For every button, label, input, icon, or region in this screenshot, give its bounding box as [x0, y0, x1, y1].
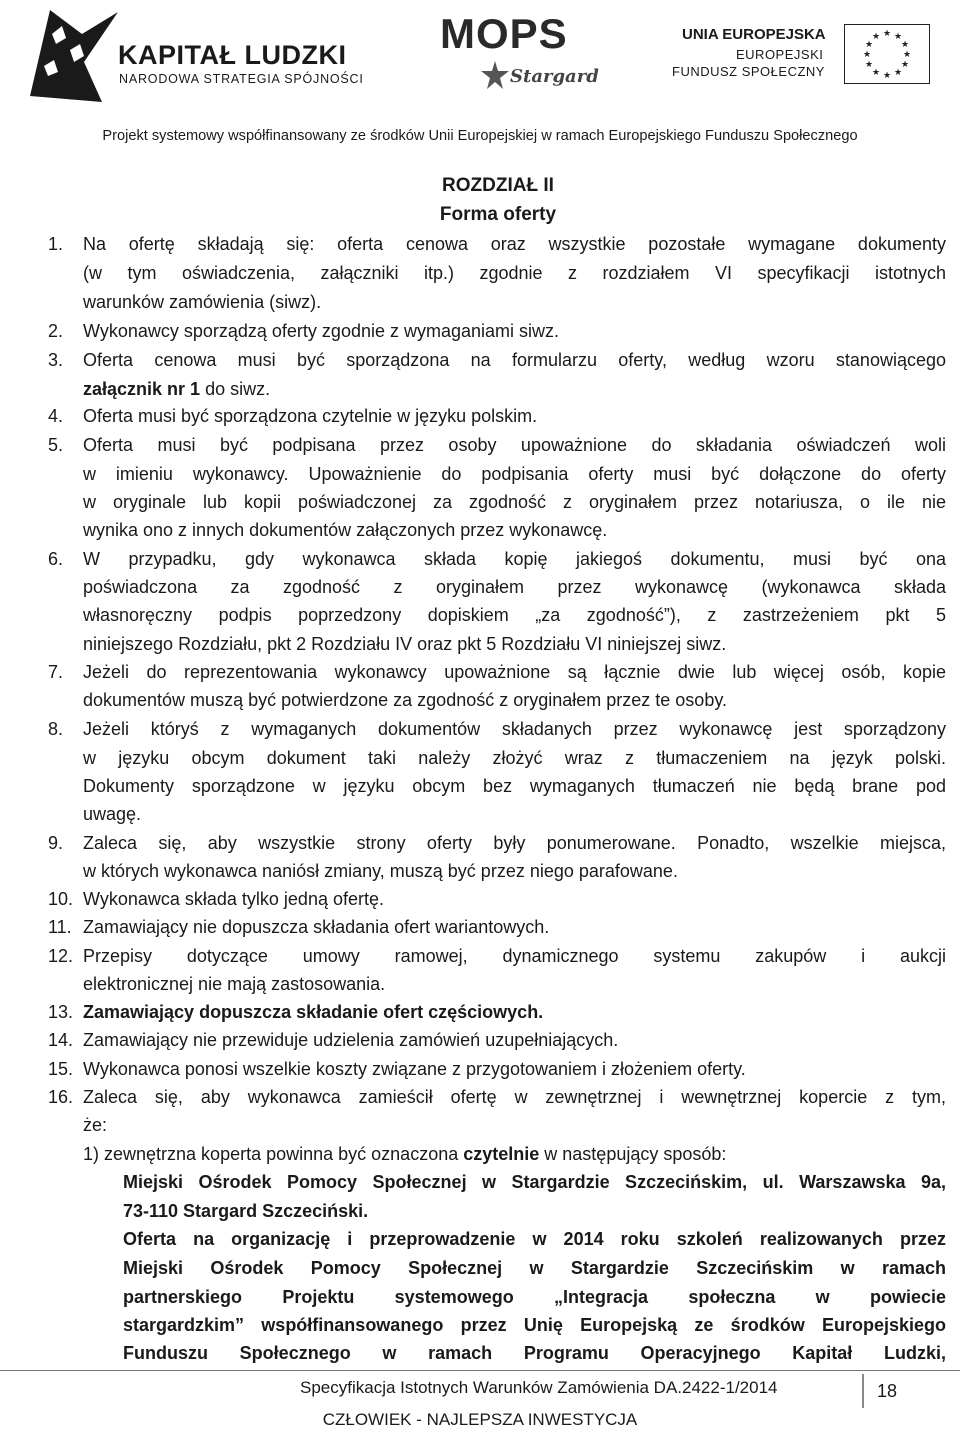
mops-stargard-logo	[440, 10, 599, 100]
eu-logo-line3: FUNDUSZ SPOŁECZNY	[672, 64, 825, 79]
item-number: 15.	[48, 1059, 74, 1079]
item-text-line: Na ofertę składają się: oferta cenowa oraz wszystkie pozostałe wymagane dokumenty	[83, 234, 946, 254]
svg-text:★: ★	[864, 40, 874, 50]
item-number: 13.	[48, 1002, 74, 1022]
item-text-line: Zamawiający nie przewiduje udzielenia zamówień uzupełniających.	[83, 1030, 619, 1050]
eu-flag-icon	[844, 24, 930, 84]
sub-item-emphasis: czytelnie	[463, 1144, 540, 1164]
starfish-icon	[480, 60, 510, 90]
item-number: 3.	[48, 350, 64, 370]
offer-label-line: Oferta na organizację i przeprowadzenie w 2014 roku szkoleń realizowanych przez	[123, 1229, 946, 1249]
item-text-line: Wykonawca składa tylko jedną ofertę.	[83, 889, 384, 909]
item-text-line: Oferta cenowa musi być sporządzona na formularzu oferty, według wzoru stanowiącego	[83, 350, 946, 370]
svg-text:★: ★	[882, 71, 892, 81]
item-number: 10.	[48, 889, 74, 909]
svg-text:★: ★	[871, 32, 881, 42]
item-number: 5.	[48, 435, 64, 455]
svg-text:★: ★	[893, 32, 903, 42]
item-text-line: Zaleca się, aby wykonawca zamieścił ofertę w zewnętrznej i wewnętrznej kopercie z tym,	[83, 1087, 946, 1107]
svg-text:★: ★	[900, 40, 910, 50]
offer-label-line: Miejski Ośrodek Pomocy Społecznej w Stargardzie Szczecińskim w ramach	[123, 1258, 946, 1278]
footer-slogan: CZŁOWIEK - NAJLEPSZA INWESTYCJA	[322, 1410, 638, 1429]
item-text-line: Zamawiający dopuszcza składanie ofert częściowych.	[83, 1002, 544, 1022]
project-funding-line: Projekt systemowy współfinansowany ze środków Unii Europejskiej w ramach Europejskiego Funduszu Społecznego	[102, 128, 858, 144]
address-line: 73-110 Stargard Szczeciński.	[123, 1201, 369, 1221]
item-text-line: Dokumenty sporządzone w języku obcym bez wymaganych tłumaczeń nie będą brane pod	[83, 776, 946, 796]
item-text-line: własnoręczny podpis poprzedzony dopiskiem „za zgodność”), z zastrzeżeniem pkt 5	[83, 605, 946, 625]
item-text-line: uwagę.	[83, 804, 142, 824]
kapital-ludzki-subtitle: NARODOWA STRATEGIA SPÓJNOŚCI	[119, 72, 364, 86]
offer-label-line: Funduszu Społecznego w ramach Programu Operacyjnego Kapitał Ludzki,	[123, 1343, 946, 1363]
item-text-line: dokumentów muszą być potwierdzone za zgodność z oryginałem przez te osoby.	[83, 690, 727, 710]
svg-text:★: ★	[862, 50, 872, 60]
item-number: 12.	[48, 946, 74, 966]
item-text-line: w oryginale lub kopii poświadczonej za zgodność z oryginałem przez notariusza, o ile nie	[83, 492, 946, 512]
item-number: 11.	[48, 917, 72, 937]
sub-item-text-line	[83, 1140, 726, 1168]
item-text-line: w imieniu wykonawcy. Upoważnienie do podpisania oferty musi być dołączone do oferty	[83, 464, 946, 484]
mops-logo-subtitle: Stargard	[510, 66, 599, 87]
item-text-line: Oferta musi być sporządzona czytelnie w języku polskim.	[83, 406, 538, 426]
item-number: 8.	[48, 719, 64, 739]
item-number: 6.	[48, 549, 64, 569]
item-text-line: Jeżeli któryś z wymaganych dokumentów składanych przez wykonawcę jest sporządzony	[83, 719, 946, 739]
item-text-line: Wykonawca ponosi wszelkie koszty związane z przygotowaniem i złożeniem oferty.	[83, 1059, 746, 1079]
item-text-line: Zaleca się, aby wszystkie strony oferty były ponumerowane. Ponadto, wszelkie miejsca,	[83, 833, 946, 853]
item-text-line: Oferta musi być podpisana przez osoby upoważnione do składania oświadczeń woli	[83, 435, 946, 455]
item-text-line: poświadczona za zgodność z oryginałem przez wykonawcę (wykonawca składa	[83, 577, 946, 597]
address-line: Miejski Ośrodek Pomocy Społecznej w Stargardzie Szczecińskim, ul. Warszawska 9a,	[123, 1172, 946, 1192]
sub-item-text-fragment: w następujący sposób:	[539, 1144, 727, 1164]
item-text-line: warunków zamówienia (siwz).	[83, 292, 322, 312]
kapital-ludzki-logo	[22, 4, 362, 104]
item-text-line: (w tym oświadczenia, załączniki itp.) zgodnie z rozdziałem VI specyfikacji istotnych	[83, 263, 946, 283]
chapter-subtitle: Forma oferty	[439, 204, 557, 225]
item-text-line: że:	[83, 1115, 108, 1135]
item-text-line: w których wykonawca naniósł zmiany, muszą być przez niego parafowane.	[83, 861, 678, 881]
item-text-line: Wykonawcy sporządzą oferty zgodnie z wymaganiami siwz.	[83, 321, 560, 341]
eu-logo-line2: EUROPEJSKI	[736, 47, 824, 62]
svg-text:★: ★	[893, 68, 903, 78]
eu-social-fund-logo	[672, 24, 942, 94]
item-text-line: Przepisy dotyczące umowy ramowej, dynamicznego systemu zakupów i aukcji	[83, 946, 946, 966]
item-text-line: Zamawiający nie dopuszcza składania ofert wariantowych.	[83, 917, 550, 937]
item-text-line	[83, 375, 270, 403]
item-number: 16.	[48, 1087, 74, 1107]
kapital-ludzki-title: KAPITAŁ LUDZKI	[118, 40, 347, 70]
eu-logo-line1: UNIA EUROPEJSKA	[682, 26, 826, 43]
kapital-ludzki-emblem-icon	[22, 4, 118, 104]
item-number: 1.	[48, 234, 64, 254]
svg-text:★: ★	[864, 60, 874, 70]
attachment-reference: załącznik nr 1	[83, 379, 201, 399]
svg-text:★: ★	[871, 68, 881, 78]
item-number: 2.	[48, 321, 64, 341]
offer-label-line: partnerskiego Projektu systemowego „Integracja społeczna w powiecie	[123, 1287, 946, 1307]
page-number: 18	[862, 1374, 910, 1408]
footer-divider	[0, 1370, 960, 1371]
item-number: 7.	[48, 662, 64, 682]
item-number: 4.	[48, 406, 64, 426]
item-text-line: Jeżeli do reprezentowania wykonawcy upoważnione są łącznie dwie lub więcej osób, kopie	[83, 662, 946, 682]
item-text-fragment: do siwz.	[200, 379, 271, 399]
sub-item-text-fragment: 1) zewnętrzna koperta powinna być oznaczona	[83, 1144, 464, 1164]
item-text-line: W przypadku, gdy wykonawca składa kopię jakiegoś dokumentu, musi być ona	[83, 549, 946, 569]
item-number: 9.	[48, 833, 64, 853]
footer-spec-title: Specyfikacja Istotnych Warunków Zamówienia DA.2422-1/2014	[300, 1378, 778, 1397]
item-text-line: wynika ono z innych dokumentów załączonych przez wykonawcę.	[83, 520, 608, 540]
item-text-line: elektronicznej nie mają zastosowania.	[83, 974, 386, 994]
item-text-line: w języku obcym dokument taki należy złożyć wraz z tłumaczeniem na język polski.	[83, 748, 946, 768]
svg-text:★: ★	[900, 60, 910, 70]
svg-text:★: ★	[902, 50, 912, 60]
page-header	[0, 0, 960, 120]
item-text-line: niniejszego Rozdziału, pkt 2 Rozdziału IV oraz pkt 5 Rozdziału VI niniejszej siwz.	[83, 634, 727, 654]
svg-text:★: ★	[882, 29, 892, 39]
chapter-title: ROZDZIAŁ II	[442, 175, 554, 196]
item-number: 14.	[48, 1030, 74, 1050]
mops-logo-text: MOPS	[440, 10, 568, 57]
offer-label-line: stargardzkim” współfinansowanego przez Unię Europejską ze środków Europejskiego	[123, 1315, 946, 1335]
